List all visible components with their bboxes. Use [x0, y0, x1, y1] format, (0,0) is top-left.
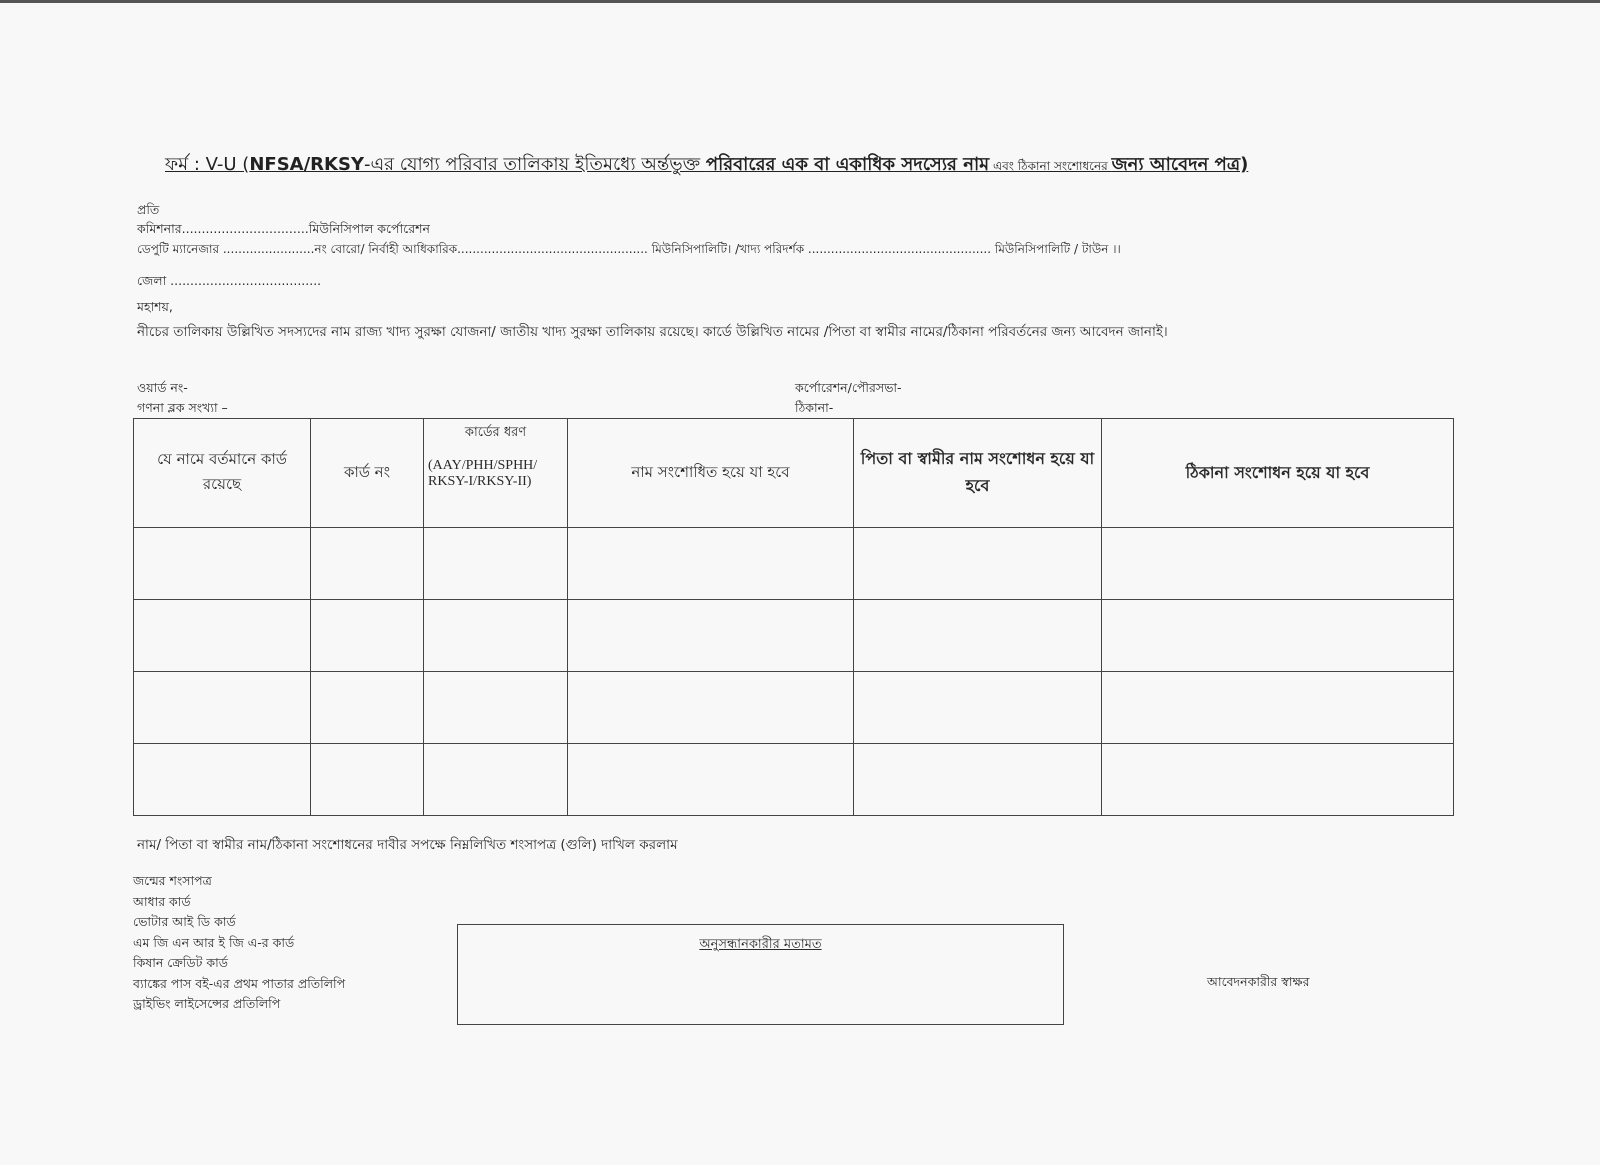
header-card-type — [424, 419, 568, 528]
header-address-corrected: ঠিকানা সংশোধন হয়ে যা হবে — [1102, 419, 1454, 528]
cell[interactable] — [854, 672, 1102, 744]
address-field: ঠিকানা- — [795, 400, 834, 415]
cell[interactable] — [311, 528, 424, 600]
cell[interactable] — [424, 744, 568, 816]
cell[interactable] — [854, 600, 1102, 672]
header-current-name: যে নামে বর্তমানে কার্ড রয়েছে — [134, 419, 311, 528]
addressee-to: প্রতি — [137, 202, 160, 217]
header-card-no: কার্ড নং — [311, 419, 424, 528]
scan-edge — [0, 0, 1600, 3]
cell[interactable] — [311, 744, 424, 816]
documents-intro: নাম/ পিতা বা স্বামীর নাম/ঠিকানা সংশোধনের দাবীর সপক্ষে নিম্নলিখিত শংসাপত্র (গুলি) দাখিল করলাম — [137, 837, 678, 853]
cell[interactable] — [568, 744, 854, 816]
table-row — [134, 600, 1454, 672]
correction-table — [133, 418, 1454, 816]
document-item: জন্মের শংসাপত্র — [133, 873, 212, 888]
table-row — [134, 672, 1454, 744]
header-father-corrected: পিতা বা স্বামীর নাম সংশোধন হয়ে যা হবে — [854, 419, 1102, 528]
cell[interactable] — [1102, 672, 1454, 744]
cell[interactable] — [1102, 744, 1454, 816]
document-item: ব্যাঙ্কের পাস বই-এর প্রথম পাতার প্রতিলিপি — [133, 975, 346, 991]
salutation: মহাশয়, — [137, 299, 173, 314]
card-type-title: কার্ডের ধরণ — [464, 425, 527, 440]
cell[interactable] — [854, 528, 1102, 600]
request-paragraph: নীচের তালিকায় উল্লিখিত সদস্যদের নাম রাজ্য খাদ্য সুরক্ষা যোজনা/ জাতীয় খাদ্য সুরক্ষা তালিকায় রয়েছে। কার্ডে উল্লিখিত নামের /পিতা বা স্বামীর নামের/ঠিকানা পরিবর্তনের জন্য আবেদন জানাই। — [137, 324, 1168, 340]
cell[interactable] — [424, 600, 568, 672]
document-item: এম জি এন আর ই জি এ-র কার্ড — [133, 934, 295, 950]
cell[interactable] — [1102, 528, 1454, 600]
document-item: আধার কার্ড — [133, 893, 191, 909]
document-item: ড্রাইভিং লাইসেন্সের প্রতিলিপি — [133, 996, 281, 1011]
cell[interactable] — [134, 528, 311, 600]
table-row — [134, 528, 1454, 600]
document-item: কিষান ক্রেডিট কার্ড — [133, 955, 228, 970]
document-item: ভোটার আই ডি কার্ড — [133, 914, 236, 929]
cell[interactable] — [1102, 600, 1454, 672]
table-header-row — [134, 419, 1454, 528]
cell[interactable] — [568, 528, 854, 600]
investigator-box-title: অনুসন্ধানকারীর মতামত — [699, 937, 822, 952]
cell[interactable] — [424, 672, 568, 744]
cell[interactable] — [134, 600, 311, 672]
documents-list — [133, 871, 345, 1015]
card-type-codes: (AAY/PHH/SPHH/ RKSY-I/RKSY-II) — [428, 458, 538, 489]
applicant-signature-label: আবেদনকারীর স্বাক্ষর — [1207, 974, 1310, 989]
cell[interactable] — [568, 600, 854, 672]
commissioner-line: কমিশনার................................মিউনিসিপাল কর্পোরেশন — [137, 221, 430, 236]
cell[interactable] — [311, 672, 424, 744]
cell[interactable] — [311, 600, 424, 672]
corporation-field: কর্পোরেশন/পৌরসভা- — [795, 380, 902, 395]
table-row — [134, 744, 1454, 816]
ward-field: ওয়ার্ড নং- — [137, 380, 188, 395]
cell[interactable] — [568, 672, 854, 744]
cell[interactable] — [134, 744, 311, 816]
investigator-opinion-box[interactable] — [457, 924, 1064, 1025]
cell[interactable] — [424, 528, 568, 600]
officer-line: ডেপুটি ম্যানেজার ........................নং বোরো/ নির্বাহী আধিকারিক.................................................. মিউনিসিপালিটি। /খাদ্য পরিদর্শক ................................................ মিউনিসিপালিটি / টাউন ।। — [137, 242, 1121, 256]
header-name-corrected: নাম সংশোধিত হয়ে যা হবে — [568, 419, 854, 528]
block-field: গণনা ব্লক সংখ্যা – — [137, 400, 228, 415]
cell[interactable] — [134, 672, 311, 744]
district-line: জেলা ...................................... — [137, 273, 322, 288]
cell[interactable] — [854, 744, 1102, 816]
form-title: ফর্ম : V-U (NFSA/RKSY-এর যোগ্য পরিবার তালিকায় ইতিমধ্যে অর্ন্তভুক্ত পরিবারের এক বা একাধিক সদস্যের নাম এবং ঠিকানা সংশোধনের জন্য আবেদন পত্র) — [165, 154, 1249, 175]
